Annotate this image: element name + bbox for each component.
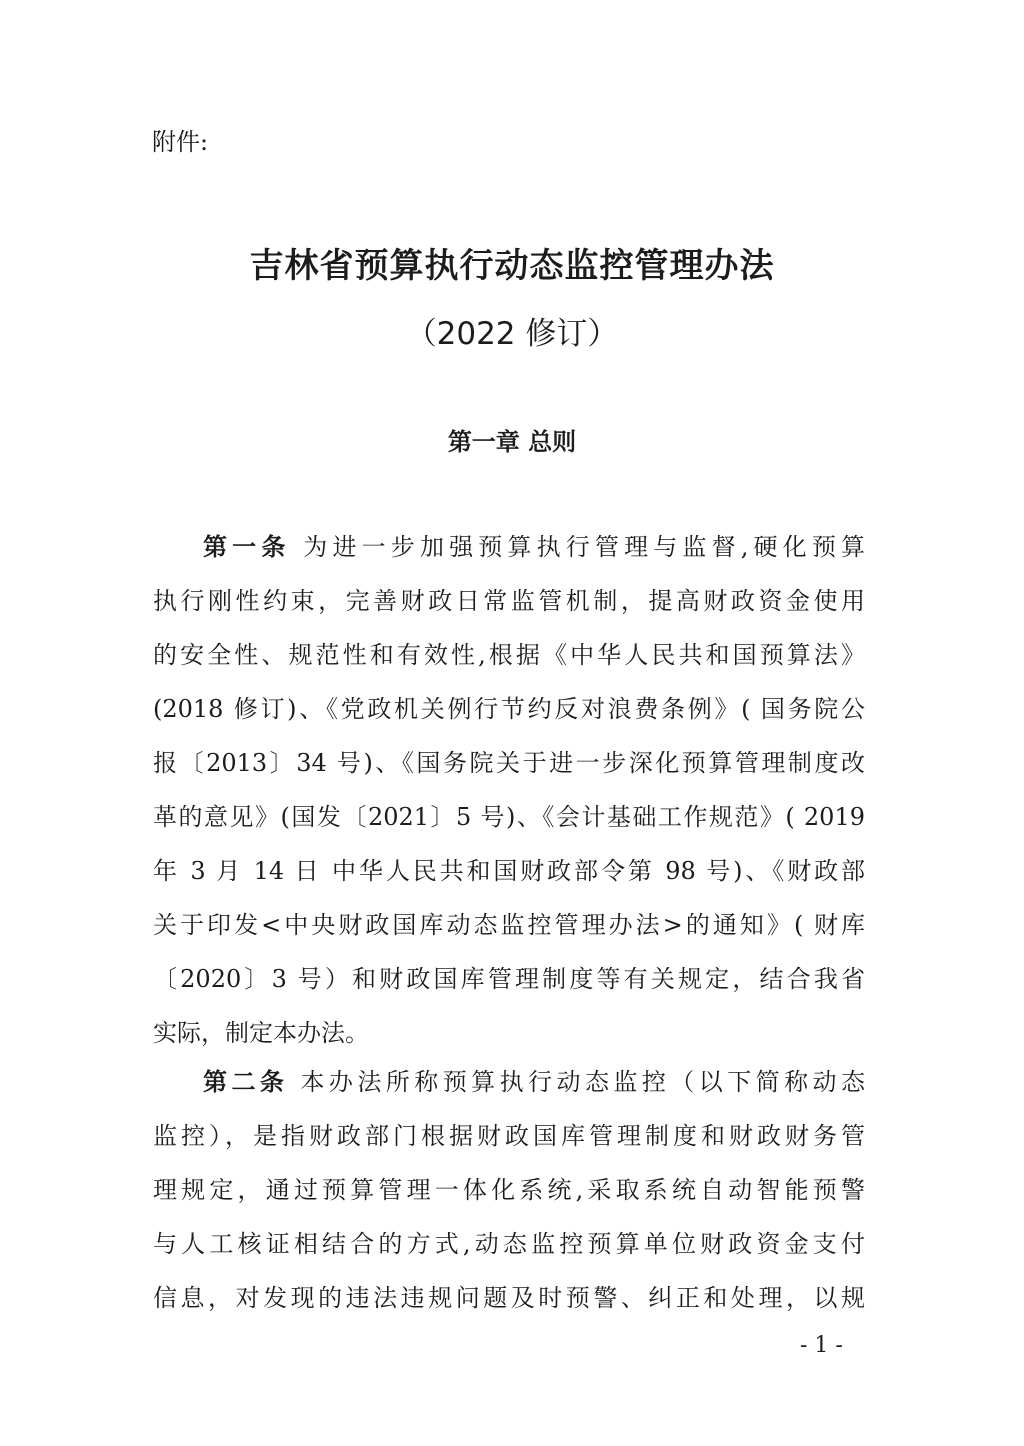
paragraph-line: 理规定，通过预算管理一体化系统,采取系统自动智能预警 <box>153 1176 865 1204</box>
paragraph-line: 关于印发<中央财政国库动态监控管理办法>的通知》( 财库 <box>153 911 865 939</box>
paragraph-line: 〔2020〕3 号）和财政国库管理制度等有关规定，结合我省 <box>153 965 865 993</box>
article-label: 第二条 <box>203 1068 289 1096</box>
article-label: 第一条 <box>203 533 291 561</box>
paragraph-line: (2018 修订)、《党政机关例行节约反对浪费条例》( 国务院公 <box>153 695 865 723</box>
paragraph-line: 年 3 月 14 日 中华人民共和国财政部令第 98 号)、《财政部 <box>153 857 865 885</box>
article-2 <box>153 1055 865 1325</box>
document-title: 吉林省预算执行动态监控管理办法 <box>249 246 775 286</box>
paragraph-line: 实际，制定本办法。 <box>153 1019 369 1047</box>
line-text: 本办法所称预算执行动态监控（以下简称动态 <box>288 1068 865 1096</box>
line-text: 为进一步加强预算执行管理与监督,硬化预算 <box>290 533 865 561</box>
paragraph-line: 信息，对发现的违法违规问题及时预警、纠正和处理，以规 <box>153 1284 865 1312</box>
attachment-label: 附件: <box>152 128 209 156</box>
paragraph-line: 的安全性、规范性和有效性,根据《中华人民共和国预算法》 <box>153 641 865 669</box>
page-number: - 1 - <box>800 1333 843 1358</box>
document-subtitle: （2022 修订） <box>405 316 619 352</box>
paragraph-line: 监控），是指财政部门根据财政国库管理制度和财政财务管 <box>153 1122 865 1150</box>
paragraph-line: 与人工核证相结合的方式,动态监控预算单位财政资金支付 <box>153 1230 865 1258</box>
article-1 <box>153 520 865 1060</box>
paragraph-line <box>153 1055 865 1109</box>
paragraph-line: 执行刚性约束，完善财政日常监管机制，提高财政资金使用 <box>153 587 865 615</box>
paragraph-line: 革的意见》(国发〔2021〕5 号)、《会计基础工作规范》( 2019 <box>153 803 865 831</box>
chapter-heading: 第一章 总则 <box>447 428 577 456</box>
paragraph-line: 报〔2013〕34 号)、《国务院关于进一步深化预算管理制度改 <box>153 749 865 777</box>
paragraph-line <box>153 520 865 574</box>
